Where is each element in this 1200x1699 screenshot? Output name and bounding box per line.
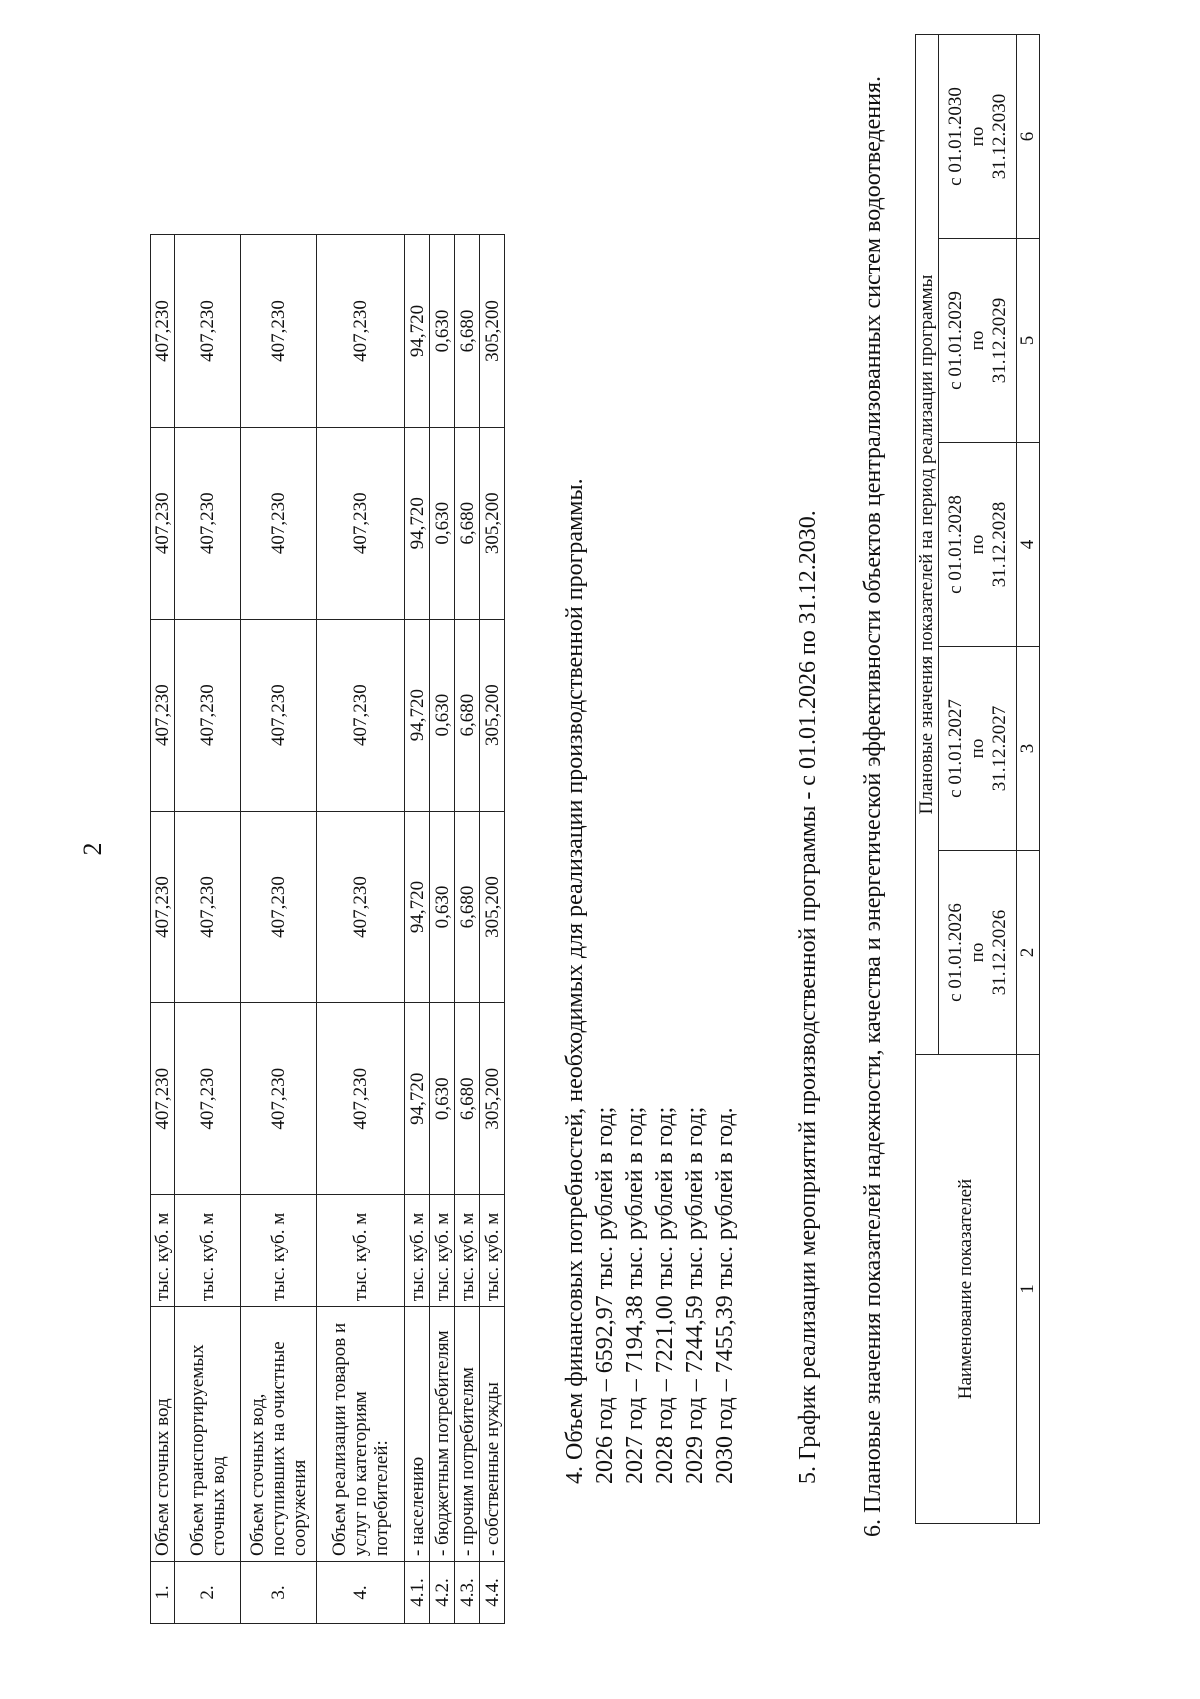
row-value: 94,720: [405, 619, 430, 811]
column-number: 2: [1017, 851, 1040, 1055]
table-header-row: [916, 35, 939, 1524]
row-value: 0,630: [430, 235, 455, 428]
financing-line: 2026 год – 6592,97 тыс. рублей в год;: [592, 1106, 618, 1484]
row-value: 407,230: [151, 811, 175, 1003]
row-name: - собственные нужды: [480, 1307, 505, 1562]
row-unit: тыс. куб. м: [241, 1195, 317, 1307]
row-value: 407,230: [241, 811, 317, 1003]
section-4-heading: 4. Объем финансовых потребностей, необходимых для реализации производственной программы.: [562, 478, 588, 1484]
row-number: 2.: [175, 1562, 241, 1624]
row-value: 407,230: [175, 1003, 241, 1195]
period-header: с 01.01.2030 по 31.12.2030: [939, 35, 1017, 239]
row-name: - прочим потребителям: [455, 1307, 480, 1562]
period-header: с 01.01.2029 по 31.12.2029: [939, 239, 1017, 443]
planned-values-header: Плановые значения показателей на период реализации программы: [916, 35, 939, 1055]
row-value: 0,630: [430, 811, 455, 1003]
row-value: 407,230: [317, 1003, 405, 1195]
indicators-table: [915, 34, 1040, 1524]
row-value: 0,630: [430, 619, 455, 811]
row-name: - населению: [405, 1307, 430, 1562]
row-value: 407,230: [175, 619, 241, 811]
row-number: 4.4.: [480, 1562, 505, 1624]
row-value: 407,230: [241, 427, 317, 619]
volume-table: [150, 234, 505, 1624]
row-value: 407,230: [151, 427, 175, 619]
section-5-schedule: 5. График реализации мероприятий производственной программы - с 01.01.2026 по 31.12.2030.: [795, 510, 821, 1484]
row-value: 305,200: [480, 235, 505, 428]
row-value: 305,200: [480, 811, 505, 1003]
row-value: 6,680: [455, 811, 480, 1003]
row-value: 407,230: [317, 235, 405, 428]
row-value: 407,230: [151, 619, 175, 811]
row-number: 1.: [151, 1562, 175, 1624]
table-row: [430, 235, 455, 1624]
table-row: [175, 235, 241, 1624]
section-6-heading: 6. Плановые значения показателей надежности, качества и энергетической эффективности объектов централизованных систем водоотведения.: [860, 76, 886, 1537]
column-number: 4: [1017, 443, 1040, 647]
row-name: Объем сточных вод: [151, 1307, 175, 1562]
row-value: 407,230: [241, 619, 317, 811]
row-value: 94,720: [405, 235, 430, 428]
row-value: 305,200: [480, 619, 505, 811]
row-unit: тыс. куб. м: [405, 1195, 430, 1307]
indicator-name-header: Наименование показателей: [916, 1055, 1017, 1524]
row-value: 407,230: [317, 811, 405, 1003]
row-value: 0,630: [430, 427, 455, 619]
table-row: [455, 235, 480, 1624]
column-number: 5: [1017, 239, 1040, 443]
row-value: 407,230: [241, 1003, 317, 1195]
row-value: 6,680: [455, 619, 480, 811]
row-value: 407,230: [151, 235, 175, 428]
row-value: 407,230: [317, 619, 405, 811]
row-value: 6,680: [455, 235, 480, 428]
row-value: 6,680: [455, 1003, 480, 1195]
table-row: [405, 235, 430, 1624]
row-name: Объем реализации товаров и услуг по категориям потребителей:: [317, 1307, 405, 1562]
row-value: 407,230: [175, 235, 241, 428]
financing-line: 2030 год – 7455,39 тыс. рублей в год.: [712, 1107, 738, 1484]
row-unit: тыс. куб. м: [317, 1195, 405, 1307]
row-name: Объем сточных вод, поступивших на очистные сооружения: [241, 1307, 317, 1562]
row-unit: тыс. куб. м: [480, 1195, 505, 1307]
column-number-row: [1017, 35, 1040, 1524]
row-unit: тыс. куб. м: [455, 1195, 480, 1307]
row-unit: тыс. куб. м: [430, 1195, 455, 1307]
row-unit: тыс. куб. м: [151, 1195, 175, 1307]
table-row: [480, 235, 505, 1624]
row-number: 4.1.: [405, 1562, 430, 1624]
row-value: 94,720: [405, 1003, 430, 1195]
row-name: - бюджетным потребителям: [430, 1307, 455, 1562]
table-row: [151, 235, 175, 1624]
financing-line: 2029 год – 7244,59 тыс. рублей в год;: [682, 1106, 708, 1484]
column-number: 3: [1017, 647, 1040, 851]
column-number: 1: [1017, 1055, 1040, 1524]
row-value: 94,720: [405, 427, 430, 619]
row-value: 94,720: [405, 811, 430, 1003]
row-value: 305,200: [480, 427, 505, 619]
row-value: 407,230: [317, 427, 405, 619]
period-header: с 01.01.2027 по 31.12.2027: [939, 647, 1017, 851]
row-unit: тыс. куб. м: [175, 1195, 241, 1307]
row-value: 407,230: [175, 427, 241, 619]
period-header: с 01.01.2026 по 31.12.2026: [939, 851, 1017, 1055]
row-number: 4.2.: [430, 1562, 455, 1624]
row-value: 407,230: [241, 235, 317, 428]
row-number: 4.3.: [455, 1562, 480, 1624]
financing-line: 2028 год – 7221,00 тыс. рублей в год;: [652, 1106, 678, 1484]
row-value: 407,230: [151, 1003, 175, 1195]
row-name: Объем транспортируемых сточных вод: [175, 1307, 241, 1562]
row-value: 407,230: [175, 811, 241, 1003]
row-number: 4.: [317, 1562, 405, 1624]
section-4-financing: [560, 478, 740, 1484]
period-header: с 01.01.2028 по 31.12.2028: [939, 443, 1017, 647]
table-row: [317, 235, 405, 1624]
financing-line: 2027 год – 7194,38 тыс. рублей в год;: [622, 1106, 648, 1484]
page-number: 2: [78, 842, 107, 856]
row-value: 305,200: [480, 1003, 505, 1195]
table-row: [241, 235, 317, 1624]
column-number: 6: [1017, 35, 1040, 239]
row-number: 3.: [241, 1562, 317, 1624]
row-value: 6,680: [455, 427, 480, 619]
row-value: 0,630: [430, 1003, 455, 1195]
